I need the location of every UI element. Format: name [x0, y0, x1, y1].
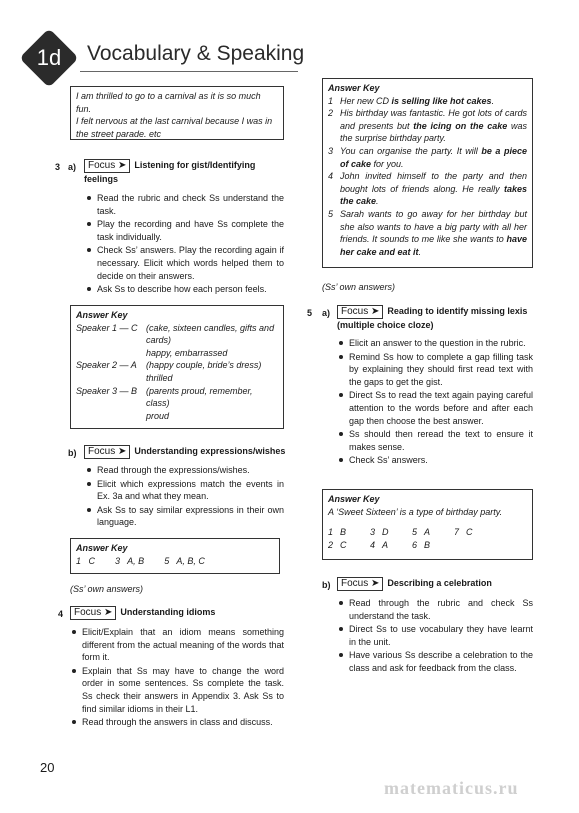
section-3-number: 3	[55, 162, 61, 172]
section-4-title: Understanding idioms	[120, 607, 216, 617]
table-row: 2 C 4 A 6 B	[328, 539, 431, 550]
section-3b-heading	[84, 445, 294, 459]
key4-item: 3 You can organise the party. It will be a piece of cake for you.	[328, 145, 527, 169]
own-answers-note: (Ss’ own answers)	[70, 584, 144, 594]
list-item: Ask Ss to say similar expressions in their own language.	[85, 504, 284, 529]
title-divider	[80, 71, 298, 72]
section-3b-label: b)	[68, 448, 77, 458]
key-answers: 1 C 3 A, B 5 A, B, C	[76, 555, 205, 566]
list-item: Read through the rubric and check Ss understand the task.	[337, 597, 533, 622]
list-item: Elicit an answer to the question in the rubric.	[337, 337, 533, 350]
unit-badge: 1d	[36, 45, 62, 70]
focus-tag: Focus ➤	[84, 159, 130, 173]
list-item: Check Ss’ answers. Play the recording again if necessary. Elicit which words helped them to decide on their answers.	[85, 244, 284, 282]
section-4-heading	[70, 606, 290, 620]
page-title: Vocabulary & Speaking	[87, 42, 305, 65]
watermark: matematicus.ru	[384, 778, 519, 798]
section-5a-label: a)	[322, 308, 331, 318]
page-number: 20	[40, 760, 55, 775]
key-row	[76, 322, 278, 360]
key4-item: 1 Her new CD is selling like hot cakes.	[328, 95, 495, 106]
key-text: (parents proud, remember, class) proud	[146, 385, 253, 421]
focus-tag: Focus ➤	[70, 606, 116, 620]
section-5a-bullets	[337, 337, 533, 468]
list-item: Elicit/Explain that an idiom means something different from the actual meaning of the words that form it.	[70, 626, 284, 664]
focus-tag: Focus ➤	[84, 445, 130, 459]
key-table	[328, 526, 486, 551]
table-row: 1 B 3 D 5 A 7 C	[328, 527, 473, 538]
list-item: Read through the answers in class and discuss.	[70, 716, 284, 729]
section-3a-bullets	[85, 192, 284, 297]
list-item: Direct Ss to read the text again paying careful attention to the words before and after each gap then choose the best answer.	[337, 389, 533, 427]
section-5b-label: b)	[322, 580, 331, 590]
key-speaker: Speaker 3 — B	[76, 385, 138, 396]
list-item: Read the rubric and check Ss understand the task.	[85, 192, 284, 217]
section-5b-heading	[337, 577, 537, 591]
list-item: Ss should then reread the text to ensure it makes sense.	[337, 428, 533, 453]
key-row	[76, 385, 278, 423]
answer-key-title: Answer Key	[328, 83, 380, 93]
key4-item: 4 John invited himself to the party and then bought lots of friends along. He really takes the cake.	[328, 171, 527, 207]
key-speaker: Speaker 2 — A	[76, 360, 137, 371]
key-speaker: Speaker 1 — C	[76, 322, 138, 333]
section-4-number: 4	[58, 609, 64, 619]
focus-tag: Focus ➤	[337, 305, 383, 319]
list-item: Explain that Ss may have to change the word order in some sentences. Ss complete the task. Ss check their answers in Appendix 3. Ask Ss to find similar idioms in their L1.	[70, 665, 284, 715]
section-5a-heading	[337, 305, 537, 331]
section-3b-bullets	[85, 464, 284, 530]
list-item: Play the recording and have Ss complete the task individually.	[85, 218, 284, 243]
list-item: Direct Ss to use vocabulary they have learnt in the unit.	[337, 623, 533, 648]
answer-key-title: Answer Key	[76, 543, 128, 553]
section-5a-title: Reading to identify missing lexis (multiple choice cloze)	[337, 306, 528, 330]
key4-item: 2 His birthday was fantastic. He got lots of cards and presents but the icing on the cake was the surprise birthday party.	[328, 108, 527, 144]
answer-key-5a	[322, 489, 533, 560]
list-item: Remind Ss how to complete a gap filling task by explaining they should first read text with the gaps to get the gist.	[337, 351, 533, 389]
list-item: Ask Ss to describe how each person feels.	[85, 283, 284, 296]
section-3a-label: a)	[68, 162, 77, 172]
section-3a-title: Listening for gist/Identifying feelings	[84, 160, 256, 184]
intro-line-2: I felt nervous at the last carnival because I was in the street parade. etc	[76, 116, 273, 139]
intro-line-1: I am thrilled to go to a carnival as it is so much fun.	[76, 91, 261, 114]
focus-tag: Focus ➤	[337, 577, 383, 591]
list-item: Read through the expressions/wishes.	[85, 464, 284, 477]
intro-example-box	[70, 86, 284, 140]
section-3a-heading	[84, 159, 284, 185]
answer-key-3b	[70, 538, 280, 574]
answer-key-title: Answer Key	[76, 310, 128, 320]
own-answers-note: (Ss’ own answers)	[322, 282, 396, 292]
section-5b-bullets	[337, 597, 533, 676]
list-item: Check Ss’ answers.	[337, 454, 533, 467]
answer-key-title: Answer Key	[328, 494, 380, 504]
section-5-number: 5	[307, 308, 313, 318]
key4-item: 5 Sarah wants to go away for her birthday but she also wants to have a big party with all her friends. It sounds to me like she wants to have her cake and eat it.	[328, 208, 527, 257]
answer-key-4	[322, 78, 533, 268]
key-sentence: A ‘Sweet Sixteen’ is a type of birthday party.	[328, 506, 503, 517]
answer-key-3a	[70, 305, 284, 429]
list-item: Have various Ss describe a celebration to the class and ask for feedback from the class.	[337, 649, 533, 674]
section-4-bullets	[70, 626, 284, 730]
section-5b-title: Describing a celebration	[387, 578, 492, 588]
list-item: Elicit which expressions match the events in Ex. 3a and what they mean.	[85, 478, 284, 503]
key-text: (cake, sixteen candles, gifts and cards) happy, embarrassed	[146, 322, 275, 358]
section-3b-title: Understanding expressions/wishes	[134, 446, 286, 456]
key-text: (happy couple, bride’s dress) thrilled	[146, 360, 262, 383]
key-row	[76, 359, 278, 384]
